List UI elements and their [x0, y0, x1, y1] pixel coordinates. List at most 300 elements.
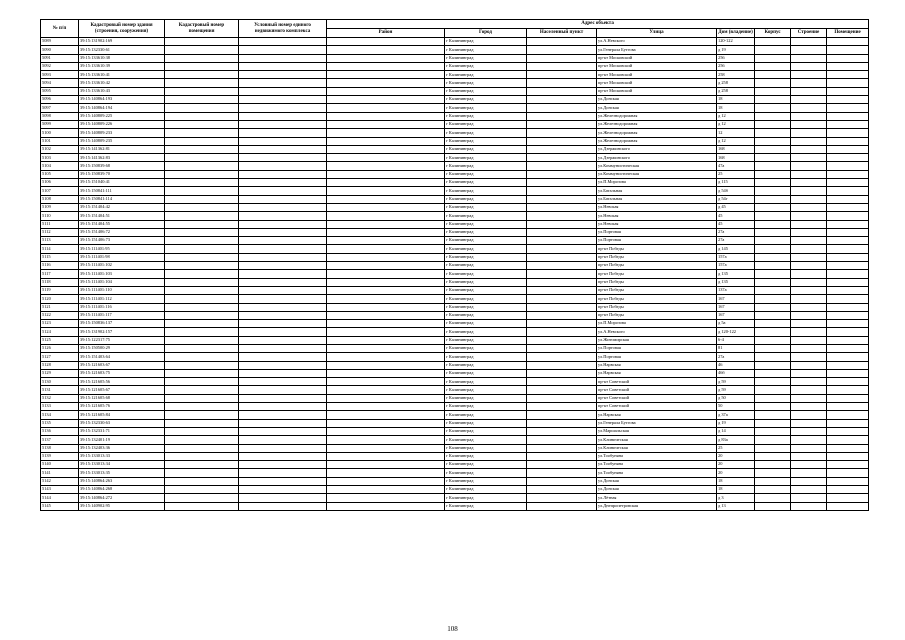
table-cell: 6-4 [717, 336, 755, 344]
table-cell [239, 228, 327, 236]
table-cell [527, 369, 597, 377]
header-street: Улица [597, 29, 717, 38]
table-cell: г Калининград [445, 162, 527, 170]
table-cell [791, 253, 827, 261]
table-cell [239, 486, 327, 494]
table-cell [755, 286, 791, 294]
table-cell: 5140 [41, 461, 79, 469]
table-cell [827, 427, 869, 435]
table-cell [755, 195, 791, 203]
table-cell: 5113 [41, 237, 79, 245]
table-cell [165, 427, 239, 435]
table-cell [755, 353, 791, 361]
header-building: Корпус [755, 29, 791, 38]
table-cell: 5126 [41, 344, 79, 352]
table-row [41, 303, 869, 311]
table-cell [827, 386, 869, 394]
table-cell [527, 411, 597, 419]
table-cell [755, 87, 791, 95]
table-cell [527, 436, 597, 444]
table-cell: 39:15:111401:110 [79, 286, 165, 294]
table-cell [527, 170, 597, 178]
table-cell [791, 71, 827, 79]
table-cell: 39:15:133610:43 [79, 87, 165, 95]
table-cell [755, 262, 791, 270]
table-cell [165, 54, 239, 62]
table-cell: г Калининград [445, 170, 527, 178]
table-cell [791, 419, 827, 427]
table-cell: д 135 [717, 270, 755, 278]
table-cell: 256 [717, 62, 755, 70]
table-cell [327, 195, 445, 203]
table-cell [165, 353, 239, 361]
table-cell [327, 361, 445, 369]
table-cell [755, 361, 791, 369]
table-cell [165, 494, 239, 502]
table-cell [239, 320, 327, 328]
table-row [41, 228, 869, 236]
table-cell [165, 394, 239, 402]
table-row [41, 46, 869, 54]
table-cell: 50 [717, 403, 755, 411]
table-row [41, 203, 869, 211]
table-cell: 5119 [41, 286, 79, 294]
table-cell: 5092 [41, 62, 79, 70]
table-cell: 39:15:111401:95 [79, 245, 165, 253]
table-cell [791, 361, 827, 369]
table-cell: г Калининград [445, 353, 527, 361]
table-cell: 39:15:132401:19 [79, 436, 165, 444]
table-row [41, 170, 869, 178]
table-cell [791, 137, 827, 145]
table-cell [755, 386, 791, 394]
table-cell [527, 270, 597, 278]
table-cell [165, 104, 239, 112]
table-cell [165, 245, 239, 253]
table-cell: г Калининград [445, 303, 527, 311]
table-row [41, 79, 869, 87]
table-row [41, 427, 869, 435]
table-cell: 39:15:133610:42 [79, 79, 165, 87]
table-cell [755, 104, 791, 112]
table-cell: 5122 [41, 311, 79, 319]
table-cell: г Калининград [445, 278, 527, 286]
header-address-group: Адрес объекта [327, 20, 869, 29]
table-cell: пр-кт Победы [597, 295, 717, 303]
table-cell: 27а [717, 353, 755, 361]
table-cell [791, 237, 827, 245]
table-cell [755, 179, 791, 187]
table-cell [791, 104, 827, 112]
table-cell: 168 [717, 145, 755, 153]
table-cell [327, 469, 445, 477]
table-cell [827, 179, 869, 187]
table-row [41, 62, 869, 70]
table-cell: 39:15:151404:55 [79, 220, 165, 228]
table-cell [791, 154, 827, 162]
table-cell [327, 154, 445, 162]
table-cell [791, 46, 827, 54]
table-cell: ул.Портовая [597, 228, 717, 236]
table-cell [827, 170, 869, 178]
table-cell: д 59 [717, 386, 755, 394]
table-cell: 27а [717, 237, 755, 245]
table-cell: 258 [717, 71, 755, 79]
table-cell: 39:15:133610:41 [79, 71, 165, 79]
table-cell [827, 96, 869, 104]
table-cell: 167 [717, 295, 755, 303]
table-cell: ул.Портовая [597, 353, 717, 361]
table-cell [527, 245, 597, 253]
table-cell [327, 444, 445, 452]
table-cell: д 120-122 [717, 328, 755, 336]
table-cell [327, 38, 445, 46]
table-cell [165, 320, 239, 328]
table-cell [791, 502, 827, 510]
table-cell [239, 286, 327, 294]
table-cell [527, 120, 597, 128]
table-cell [327, 120, 445, 128]
table-cell [827, 262, 869, 270]
table-cell [791, 262, 827, 270]
table-cell [165, 228, 239, 236]
table-cell: 5104 [41, 162, 79, 170]
table-cell: г Калининград [445, 477, 527, 485]
table-cell: 39:15:132403:36 [79, 444, 165, 452]
table-cell [791, 311, 827, 319]
table-cell [165, 120, 239, 128]
table-cell [755, 71, 791, 79]
table-row [41, 361, 869, 369]
table-cell [165, 369, 239, 377]
table-cell [327, 502, 445, 510]
table-cell [327, 344, 445, 352]
table-cell [239, 79, 327, 87]
table-cell: ул.А.Невского [597, 38, 717, 46]
table-cell: д 54б [717, 187, 755, 195]
table-cell [327, 378, 445, 386]
table-cell [755, 203, 791, 211]
table-cell [755, 112, 791, 120]
table-cell [165, 187, 239, 195]
table-cell: г Калининград [445, 427, 527, 435]
table-cell [827, 336, 869, 344]
table-cell [755, 486, 791, 494]
table-cell: 5110 [41, 212, 79, 220]
table-cell [327, 419, 445, 427]
table-cell [755, 461, 791, 469]
table-cell [327, 262, 445, 270]
table-cell [165, 170, 239, 178]
table-cell: г Калининград [445, 187, 527, 195]
table-cell [165, 203, 239, 211]
table-cell: 39:15:140864:272 [79, 494, 165, 502]
table-cell: пр-кт Советский [597, 394, 717, 402]
table-cell [791, 394, 827, 402]
table-cell [827, 328, 869, 336]
table-cell [239, 419, 327, 427]
table-cell: г Калининград [445, 120, 527, 128]
table-cell [755, 378, 791, 386]
table-cell [827, 394, 869, 402]
table-cell [239, 452, 327, 460]
table-cell: 167 [717, 303, 755, 311]
table-cell [527, 502, 597, 510]
table-cell: 39:15:150836:137 [79, 320, 165, 328]
table-row [41, 54, 869, 62]
table-cell [827, 54, 869, 62]
table-cell: д 145 [717, 245, 755, 253]
table-cell: 5116 [41, 262, 79, 270]
table-cell: 5118 [41, 278, 79, 286]
table-cell: ул.П.Морозова [597, 179, 717, 187]
table-cell [791, 336, 827, 344]
table-cell [791, 320, 827, 328]
table-cell [827, 203, 869, 211]
table-cell: 39:15:121605:76 [79, 403, 165, 411]
table-cell [755, 120, 791, 128]
table-cell: 39:15:111401:104 [79, 278, 165, 286]
table-cell [527, 461, 597, 469]
table-cell [165, 311, 239, 319]
table-cell [527, 494, 597, 502]
table-cell [827, 444, 869, 452]
table-cell [327, 286, 445, 294]
table-cell [827, 120, 869, 128]
table-cell: 5097 [41, 104, 79, 112]
table-cell [165, 62, 239, 70]
table-cell [791, 179, 827, 187]
table-cell: г Калининград [445, 344, 527, 352]
table-cell: пр-кт Победы [597, 286, 717, 294]
table-cell: 5125 [41, 336, 79, 344]
table-cell [165, 79, 239, 87]
table-cell [165, 295, 239, 303]
table-cell: пр-кт Советский [597, 386, 717, 394]
table-cell: г Калининград [445, 394, 527, 402]
table-cell [791, 162, 827, 170]
table-cell [755, 38, 791, 46]
table-cell [165, 411, 239, 419]
table-cell [827, 419, 869, 427]
table-cell: 39:15:150839:68 [79, 162, 165, 170]
table-cell: ул.Клиническая [597, 436, 717, 444]
table-cell: г Калининград [445, 336, 527, 344]
table-cell: 5136 [41, 427, 79, 435]
table-row [41, 486, 869, 494]
table-cell [527, 419, 597, 427]
table-cell: 81 [717, 344, 755, 352]
table-cell: 39:15:111401:117 [79, 311, 165, 319]
table-cell [239, 469, 327, 477]
table-cell [527, 104, 597, 112]
table-row [41, 419, 869, 427]
table-cell: ул.Тообуняна [597, 461, 717, 469]
table-cell: 5106 [41, 179, 79, 187]
table-cell [755, 444, 791, 452]
table-cell [755, 170, 791, 178]
table-cell [239, 96, 327, 104]
table-cell: 39:15:121605:67 [79, 386, 165, 394]
table-cell [239, 179, 327, 187]
table-cell [527, 328, 597, 336]
table-cell [239, 378, 327, 386]
table-cell [239, 220, 327, 228]
table-cell [327, 303, 445, 311]
table-cell [527, 79, 597, 87]
table-cell [327, 394, 445, 402]
header-settlement: Населенный пункт [527, 29, 597, 38]
table-cell: 5100 [41, 129, 79, 137]
table-cell [755, 411, 791, 419]
table-cell [327, 311, 445, 319]
table-cell: 5103 [41, 154, 79, 162]
table-cell: ул.Донская [597, 104, 717, 112]
table-row [41, 104, 869, 112]
table-cell [165, 461, 239, 469]
table-cell [239, 328, 327, 336]
table-cell: г Калининград [445, 444, 527, 452]
table-cell: ул.Днепропетровская [597, 502, 717, 510]
table-cell [239, 54, 327, 62]
table-cell: 256 [717, 54, 755, 62]
table-cell: ул.Дзержинского [597, 154, 717, 162]
table-cell [527, 237, 597, 245]
table-cell: ул.Батальная [597, 187, 717, 195]
table-cell [755, 270, 791, 278]
table-cell [827, 137, 869, 145]
table-cell: ул.Нарвская [597, 411, 717, 419]
table-cell: г Калининград [445, 286, 527, 294]
table-cell [755, 129, 791, 137]
table-cell [165, 361, 239, 369]
table-cell: 5115 [41, 253, 79, 261]
table-cell: пр-кт Советский [597, 403, 717, 411]
table-cell [791, 403, 827, 411]
table-row [41, 237, 869, 245]
table-cell: 39:15:140809:225 [79, 112, 165, 120]
table-cell: г Калининград [445, 237, 527, 245]
table-row [41, 162, 869, 170]
table-cell: г Калининград [445, 436, 527, 444]
table-cell [239, 187, 327, 195]
header-conditional-number: Условный номер единого недвижимого комплекса [239, 20, 327, 38]
table-cell [165, 46, 239, 54]
table-cell: 39:15:140809:235 [79, 137, 165, 145]
table-cell: 5089 [41, 38, 79, 46]
table-cell: 39:15:140902:95 [79, 502, 165, 510]
table-cell [239, 461, 327, 469]
table-cell: г Калининград [445, 245, 527, 253]
table-row [41, 444, 869, 452]
table-cell: 39:15:140809:233 [79, 129, 165, 137]
table-cell: ул.Донская [597, 486, 717, 494]
table-cell: г Калининград [445, 502, 527, 510]
table-cell: г Калининград [445, 486, 527, 494]
table-cell [239, 361, 327, 369]
table-cell [239, 502, 327, 510]
table-cell: д 54г [717, 195, 755, 203]
table-cell [239, 403, 327, 411]
table-cell: 5135 [41, 419, 79, 427]
table-cell [827, 87, 869, 95]
table-row [41, 195, 869, 203]
header-num: № п/п [41, 20, 79, 38]
table-cell [791, 427, 827, 435]
table-cell [827, 62, 869, 70]
table-cell [827, 477, 869, 485]
table-cell [527, 145, 597, 153]
table-cell [527, 361, 597, 369]
table-cell [791, 452, 827, 460]
table-cell [327, 104, 445, 112]
table-cell: 39:15:151404:42 [79, 203, 165, 211]
table-cell [791, 386, 827, 394]
table-cell [791, 486, 827, 494]
table-cell [755, 145, 791, 153]
table-cell [827, 162, 869, 170]
table-cell [827, 79, 869, 87]
table-cell: 39:15:111401:116 [79, 303, 165, 311]
table-cell [239, 394, 327, 402]
table-cell [827, 220, 869, 228]
table-cell [791, 378, 827, 386]
table-cell [791, 436, 827, 444]
table-cell [527, 220, 597, 228]
table-cell [165, 336, 239, 344]
table-cell: 5093 [41, 71, 79, 79]
table-cell: 5139 [41, 452, 79, 460]
table-cell [239, 46, 327, 54]
table-cell [827, 112, 869, 120]
table-cell: д 50 [717, 394, 755, 402]
table-row [41, 311, 869, 319]
table-cell: 5109 [41, 203, 79, 211]
table-cell: д 13 [717, 502, 755, 510]
table-cell: г Калининград [445, 179, 527, 187]
table-cell [239, 87, 327, 95]
table-cell [527, 195, 597, 203]
table-cell [239, 278, 327, 286]
table-cell [827, 353, 869, 361]
table-cell: пр-кт Московский [597, 54, 717, 62]
table-cell: 5098 [41, 112, 79, 120]
table-cell [327, 336, 445, 344]
table-cell [527, 187, 597, 195]
table-cell: г Калининград [445, 411, 527, 419]
table-cell: 18 [717, 96, 755, 104]
table-cell [527, 46, 597, 54]
table-cell [165, 237, 239, 245]
table-cell: 5133 [41, 403, 79, 411]
table-body [41, 38, 869, 511]
table-cell: г Калининград [445, 212, 527, 220]
table-cell [791, 444, 827, 452]
table-cell [527, 378, 597, 386]
table-cell: г Калининград [445, 320, 527, 328]
table-cell [791, 411, 827, 419]
table-cell [527, 311, 597, 319]
table-cell: 39:15:150839:70 [79, 170, 165, 178]
table-cell: 5090 [41, 46, 79, 54]
table-cell: ул.Невская [597, 220, 717, 228]
table-cell: пр-кт Московский [597, 62, 717, 70]
table-cell [239, 353, 327, 361]
table-cell [527, 38, 597, 46]
table-cell: г Калининград [445, 129, 527, 137]
table-cell: 39:15:141362:81 [79, 145, 165, 153]
table-cell [239, 386, 327, 394]
